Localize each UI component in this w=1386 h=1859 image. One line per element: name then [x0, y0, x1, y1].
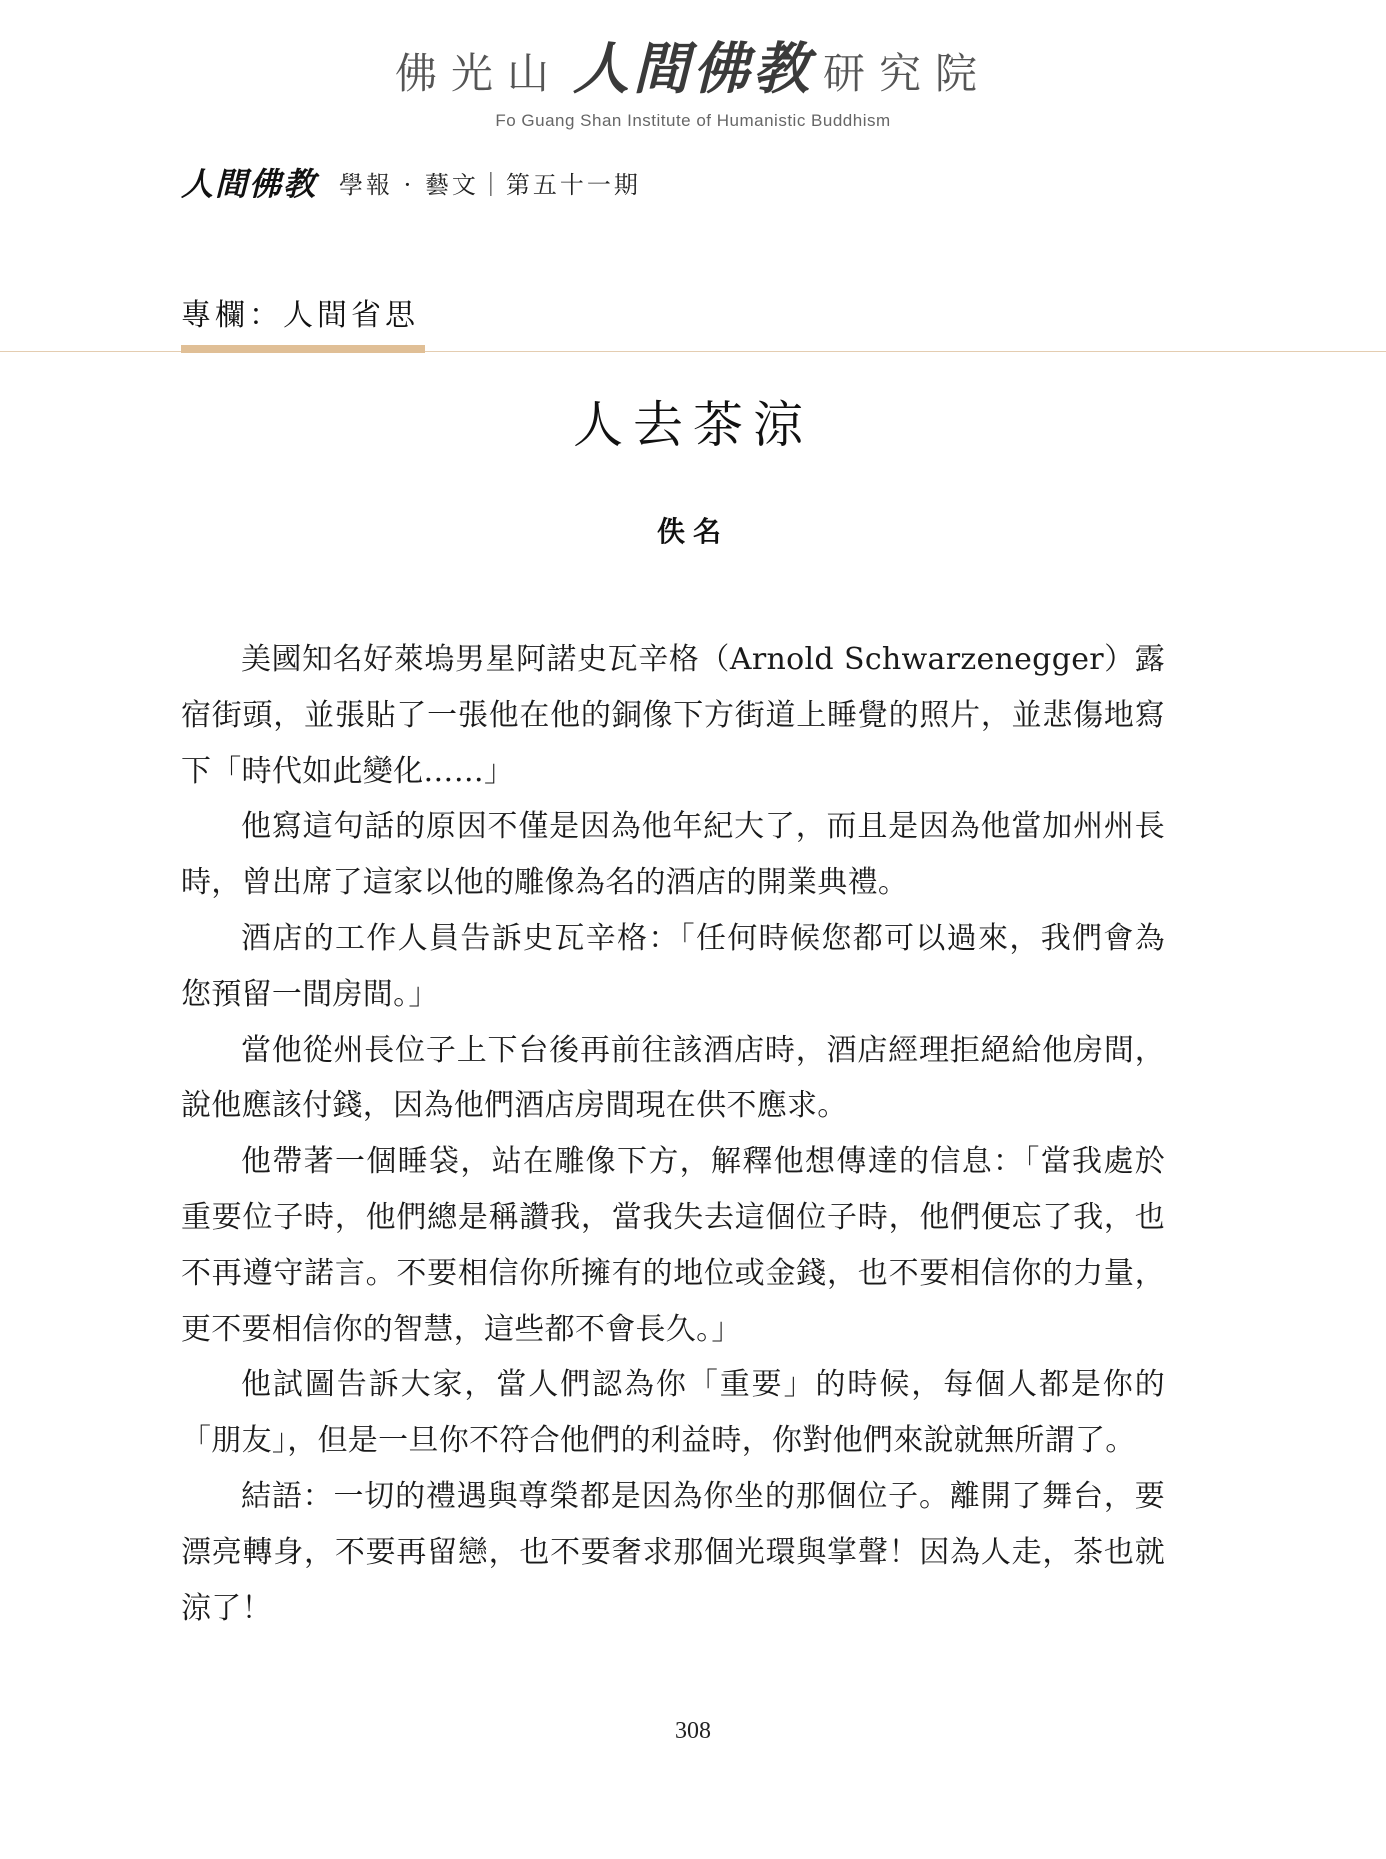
- column-accent-bar: [181, 345, 425, 353]
- column-label: 專欄：人間省思: [181, 298, 419, 333]
- paragraph: 他帶著一個睡袋，站在雕像下方，解釋他想傳達的信息：「當我處於重要位子時，他們總是稱讚我，當我失去這個位子時，他們便忘了我，也不再遵守諾言。不要相信你所擁有的地位或金錢，也不要相信你的力量，更不要相信你的智慧，這些都不會長久。」: [181, 1144, 1165, 1347]
- article-title: 人去茶涼: [573, 396, 813, 454]
- institute-suffix: 研究院: [823, 49, 992, 98]
- page-number: 308: [675, 1718, 711, 1744]
- journal-header: [181, 162, 641, 202]
- paragraph: 結語：一切的禮遇與尊榮都是因為你坐的那個位子。離開了舞台，要漂亮轉身，不要再留戀，也不要奢求那個光環與掌聲！因為人走，茶也就涼了！: [181, 1478, 1165, 1626]
- institute-english-name: Fo Guang Shan Institute of Humanistic Buddhism: [495, 111, 891, 130]
- journal-issue-info: 學報 · 藝文｜第五十一期: [339, 170, 641, 199]
- paragraph: 美國知名好萊塢男星阿諾史瓦辛格（Arnold Schwarzenegger）露宿街頭，並張貼了一張他在他的銅像下方街道上睡覺的照片，並悲傷地寫下「時代如此變化……」: [181, 642, 1165, 789]
- paragraph: 他試圖告訴大家，當人們認為你「重要」的時候，每個人都是你的「朋友」，但是一旦你不符合他們的利益時，你對他們來說就無所謂了。: [181, 1367, 1165, 1459]
- paragraph: 他寫這句話的原因不僅是因為他年紀大了，而且是因為他當加州州長時，曾出席了這家以他的雕像為名的酒店的開業典禮。: [181, 809, 1165, 901]
- paragraph: 當他從州長位子上下台後再前往該酒店時，酒店經理拒絕給他房間，說他應該付錢，因為他們酒店房間現在供不應求。: [181, 1032, 1165, 1124]
- institute-brand-logo: 人間佛教: [573, 36, 813, 102]
- paragraph: 酒店的工作人員告訴史瓦辛格：「任何時候您都可以過來，我們會為您預留一間房間。」: [181, 920, 1165, 1012]
- article-body: [181, 632, 1165, 1636]
- institute-prefix: 佛光山: [394, 49, 563, 98]
- article-author: 佚名: [656, 515, 729, 548]
- institute-name: [0, 36, 1386, 103]
- journal-brand-logo: 人間佛教: [181, 165, 318, 203]
- institute-header: [0, 36, 1386, 131]
